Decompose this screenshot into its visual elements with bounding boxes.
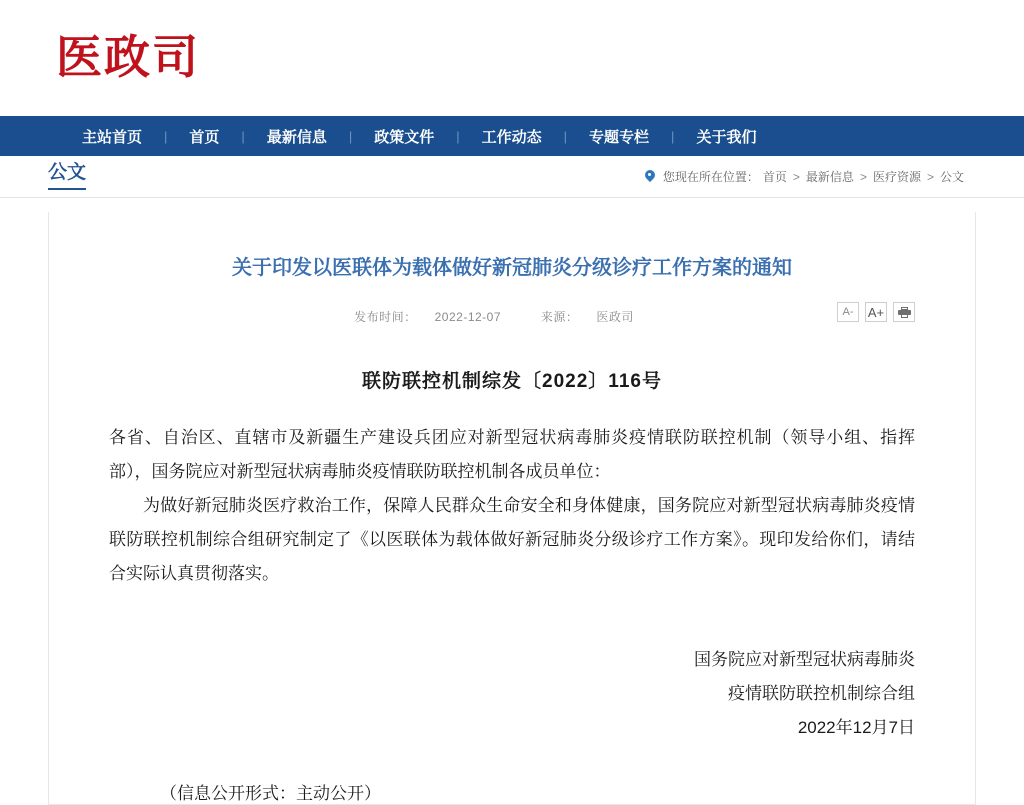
page-title: 公文	[48, 163, 86, 190]
article-body	[109, 421, 915, 591]
article-title: 关于印发以医联体为载体做好新冠肺炎分级诊疗工作方案的通知	[232, 257, 792, 279]
breadcrumb-item-medical-resources[interactable]: 医疗资源	[872, 170, 921, 184]
nav-separator: |	[348, 128, 353, 144]
breadcrumb-separator: >	[926, 169, 934, 184]
increase-font-button[interactable]: A+	[865, 302, 887, 322]
source-label: 来源：	[540, 309, 579, 324]
nav-item-work-updates[interactable]: 工作动态	[481, 128, 542, 146]
printer-icon	[898, 307, 911, 318]
breadcrumb-prefix: 您现在所在位置：	[662, 170, 759, 184]
breadcrumb-item-current[interactable]: 公文	[939, 170, 964, 184]
article-card	[48, 212, 976, 805]
breadcrumb-item-latest-news[interactable]: 最新信息	[805, 170, 854, 184]
nav-item-special-topics[interactable]: 专题专栏	[589, 128, 650, 146]
nav-separator: |	[563, 128, 568, 144]
nav-item-latest-news[interactable]: 最新信息	[266, 128, 327, 146]
article-tools	[837, 302, 915, 322]
nav-item-main-home[interactable]: 主站首页	[82, 128, 143, 146]
disclosure-note: （信息公开形式：主动公开）	[160, 784, 381, 803]
article-paragraph: 为做好新冠肺炎医疗救治工作，保障人民群众生命安全和身体健康，国务院应对新型冠状病毒肺炎疫情联防联控机制综合组研究制定了《以医联体为载体做好新冠肺炎分级诊疗工作方案》。现印发给你们，请结合实际认真贯彻落实。	[109, 496, 915, 583]
article-meta	[354, 308, 670, 325]
location-pin-icon	[645, 170, 655, 183]
signature-line: 国务院应对新型冠状病毒肺炎	[694, 650, 915, 669]
breadcrumb-separator: >	[792, 169, 800, 184]
source	[541, 310, 652, 324]
decrease-font-button[interactable]: A-	[837, 302, 859, 322]
signature-date: 2022年12月7日	[797, 718, 915, 737]
nav-separator: |	[164, 128, 168, 144]
nav-separator: |	[671, 128, 675, 144]
site-header	[0, 0, 1024, 116]
main-navigation	[0, 116, 1024, 156]
breadcrumb-separator: >	[859, 169, 867, 184]
signature-line: 疫情联防联控机制综合组	[728, 684, 915, 703]
nav-separator: |	[456, 128, 460, 144]
print-button[interactable]	[893, 302, 915, 322]
document-number: 联防联控机制综发〔2022〕116号	[362, 371, 662, 392]
nav-item-about-us[interactable]: 关于我们	[696, 128, 757, 146]
nav-separator: |	[241, 128, 245, 144]
site-logo[interactable]: 医政司	[56, 32, 200, 83]
publish-time-value: 2022-12-07	[434, 309, 502, 324]
publish-time-label: 发布时间：	[354, 309, 417, 324]
nav-item-home[interactable]: 首页	[189, 128, 220, 146]
nav-item-policy-documents[interactable]: 政策文件	[374, 128, 435, 146]
breadcrumb-item-home[interactable]: 首页	[762, 170, 787, 184]
publish-time	[354, 310, 519, 324]
article-paragraph: 各省、自治区、直辖市及新疆生产建设兵团应对新型冠状病毒肺炎疫情联防联控机制（领导小组、指挥部），国务院应对新型冠状病毒肺炎疫情联防联控机制各成员单位：	[109, 428, 915, 481]
article-meta-row	[109, 304, 915, 328]
breadcrumb-bar	[0, 156, 1024, 198]
signature-block	[109, 643, 915, 745]
source-value: 医政司	[596, 309, 634, 324]
breadcrumb	[645, 168, 964, 185]
